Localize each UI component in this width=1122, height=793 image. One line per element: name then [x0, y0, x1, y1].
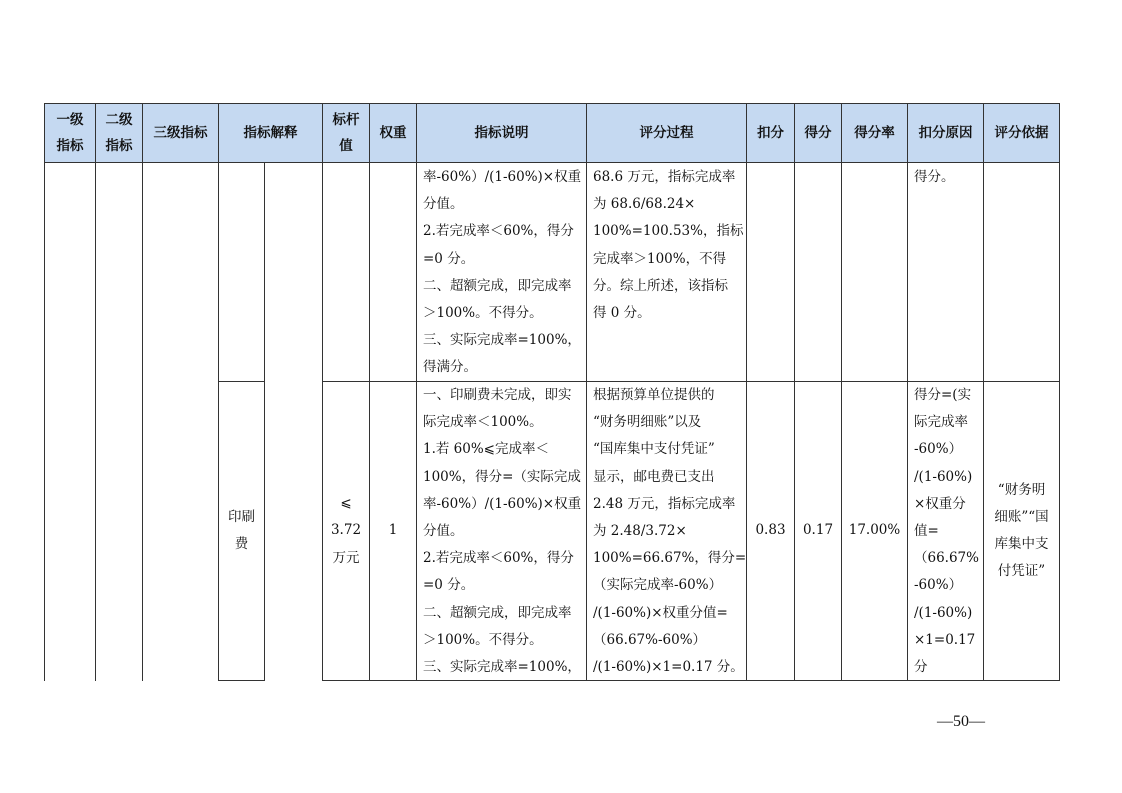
row1-proc-line-3: 100%=100.53%，指标 [593, 223, 744, 240]
row2-score [795, 382, 841, 680]
row2-proc-line-1: 根据预算单位提供的 [593, 387, 715, 403]
row2-bench-line-3: 万元 [332, 549, 360, 566]
header-process [586, 103, 747, 163]
row2-bench-line-2: 3.72 [330, 522, 362, 539]
row1-desc-line-6: ＞100%。不得分。 [423, 305, 543, 322]
row1-desc-line-7: 三、实际完成率=100%， [423, 332, 581, 349]
row2-benchmark [323, 382, 369, 680]
row2-weight [370, 382, 416, 680]
header-score-rate [841, 103, 908, 163]
rule-v-7 [416, 163, 417, 681]
header-explanation [218, 103, 323, 163]
header-basis [983, 103, 1060, 163]
row2-bench-line-1: ⩽ [340, 495, 352, 512]
row1-reason-line-1: 得分。 [914, 169, 955, 185]
row1-proc-line-6: 得 0 分。 [593, 305, 651, 322]
row2-reason-line-1: 得分=(实 [914, 387, 972, 403]
header-benchmark [322, 103, 370, 163]
row2-reason-line-10: ×1=0.17 [914, 631, 976, 648]
header-deduct-text: 扣分 [757, 125, 784, 141]
row2-deduct-reason [914, 382, 982, 681]
row2-weight-value: 1 [388, 522, 398, 539]
header-score-text: 得分 [804, 125, 832, 141]
header-description [416, 103, 587, 163]
row1-description [423, 164, 585, 382]
row2-score-rate [842, 382, 907, 680]
header-level2-text: 二级指标 [105, 112, 133, 154]
header-level3-text: 三级指标 [153, 125, 208, 141]
row2-proc-line-2: “财务明细账”以及 [593, 414, 702, 431]
row2-basis-line-4: 付凭证” [997, 563, 1046, 580]
row1-desc-line-2: 分值。 [423, 196, 464, 213]
rule-v-3 [142, 163, 143, 681]
row1-proc-line-1: 68.6 万元，指标完成率 [593, 169, 736, 185]
row2-desc-line-6: 分值。 [423, 523, 464, 540]
rule-v-8 [586, 163, 587, 681]
row2-desc-line-7: 2.若完成率＜60%，得分 [423, 550, 574, 567]
header-deduct-reason-text: 扣分原因 [918, 125, 973, 141]
rule-v-2 [95, 163, 96, 681]
row2-proc-line-4: 显示，邮电费已支出 [593, 468, 715, 485]
row2-name-line-2: 费 [234, 536, 249, 552]
page-number: —50— [937, 713, 985, 730]
row2-basis-line-3: 库集中支 [994, 536, 1049, 552]
row1-desc-line-5: 二、超额完成，即完成率 [423, 277, 572, 294]
rule-h-bottom-1 [218, 680, 265, 681]
row1-proc-line-5: 分。综上所述，该指标 [593, 277, 728, 294]
rule-v-4b [264, 163, 265, 681]
row2-desc-line-10: ＞100%。不得分。 [423, 631, 543, 648]
row2-basis-line-2: 细账”“国 [994, 508, 1049, 525]
row2-proc-line-6: 为 2.48/3.72× [593, 523, 687, 540]
row2-indicator-name [219, 382, 264, 680]
rule-v-14 [1059, 163, 1060, 681]
row2-description [423, 382, 585, 681]
row2-desc-line-1: 一、印刷费未完成，即实 [423, 387, 572, 403]
row2-reason-line-9: /(1-60%) [914, 604, 973, 621]
header-level1-text: 一级指标 [56, 112, 84, 154]
row2-reason-line-8: -60%） [914, 577, 963, 594]
row1-process [593, 164, 745, 327]
header-level3 [142, 103, 219, 163]
row2-reason-line-2: 际完成率 [914, 414, 968, 431]
row2-desc-line-4: 100%，得分=（实际完成 [423, 468, 581, 485]
row2-basis [984, 382, 1059, 680]
row2-reason-line-6: 值= [914, 523, 939, 540]
row2-proc-line-5: 2.48 万元，指标完成率 [593, 495, 736, 512]
header-deduct-reason [907, 103, 984, 163]
row2-deduct-value: 0.83 [755, 522, 786, 539]
header-basis-text: 评分依据 [994, 125, 1049, 141]
header-score-rate-text: 得分率 [854, 125, 895, 141]
row1-desc-line-1: 率-60%）/(1-60%)×权重 [423, 169, 582, 185]
row2-desc-line-2: 际完成率＜100%。 [423, 414, 543, 431]
row2-proc-line-3: “国库集中支付凭证” [593, 441, 715, 458]
header-score [794, 103, 842, 163]
header-description-text: 指标说明 [474, 125, 529, 141]
header-deduct [746, 103, 795, 163]
header-benchmark-text: 标杆值 [332, 112, 360, 154]
header-level1 [44, 103, 96, 163]
row2-reason-line-3: -60%） [914, 441, 963, 458]
row2-proc-line-9: /(1-60%)×权重分值= [593, 604, 728, 621]
row2-reason-line-5: ×权重分 [914, 495, 966, 512]
row2-proc-line-8: （实际完成率-60%） [593, 577, 723, 594]
row2-desc-line-9: 二、超额完成，即完成率 [423, 604, 572, 621]
row2-reason-line-4: /(1-60%) [914, 468, 973, 485]
header-weight-text: 权重 [379, 125, 407, 141]
header-weight [369, 103, 417, 163]
row2-deduct [747, 382, 794, 680]
row2-desc-line-3: 1.若 60%⩽完成率＜ [423, 441, 549, 458]
header-level2 [95, 103, 143, 163]
header-explanation-text: 指标解释 [243, 125, 298, 141]
row2-proc-line-10: （66.67%-60%） [593, 631, 707, 648]
row2-score-value: 0.17 [802, 522, 834, 539]
row1-desc-line-4: =0 分。 [423, 250, 475, 267]
row2-process [593, 382, 745, 681]
row1-desc-line-8: 得满分。 [423, 359, 477, 376]
row2-reason-line-11: 分 [914, 659, 928, 676]
row2-basis-line-1: “财务明 [997, 481, 1046, 498]
row2-name-line-1: 印刷 [228, 508, 255, 525]
row2-proc-line-7: 100%=66.67%，得分= [593, 550, 747, 567]
rule-v-12 [907, 163, 908, 681]
row2-desc-line-11: 三、实际完成率=100%， [423, 659, 581, 676]
row1-proc-line-4: 完成率＞100%，不得 [593, 250, 727, 267]
row2-rate-value: 17.00% [848, 522, 901, 539]
row1-desc-line-3: 2.若完成率＜60%，得分 [423, 223, 574, 240]
row2-desc-line-5: 率-60%）/(1-60%)×权重 [423, 495, 582, 512]
row1-deduct-reason [914, 164, 982, 191]
row1-proc-line-2: 为 68.6/68.24× [593, 196, 696, 213]
header-process-text: 评分过程 [639, 125, 694, 141]
row2-desc-line-8: =0 分。 [423, 577, 475, 594]
row2-proc-line-11: /(1-60%)×1=0.17 分。 [593, 659, 744, 676]
rule-v-1 [44, 163, 45, 681]
row2-reason-line-7: （66.67% [914, 550, 979, 567]
